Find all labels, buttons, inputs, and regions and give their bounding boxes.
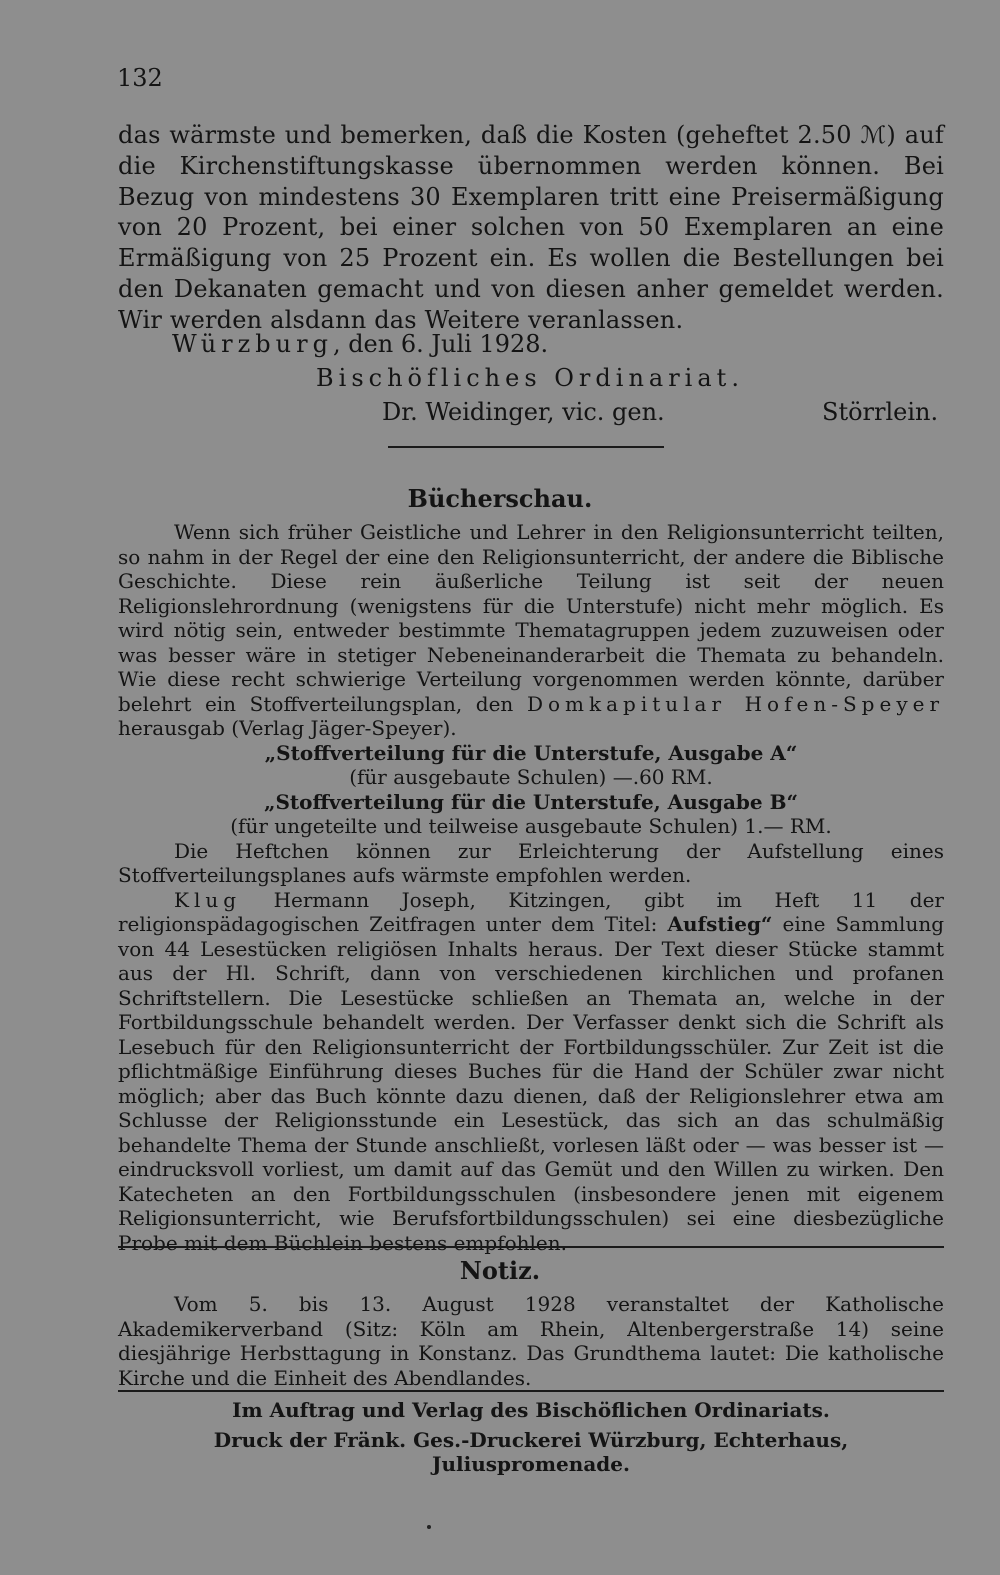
publication-title-b: „Stoffverteilung für die Unterstufe, Ausgabe B“ — [263, 789, 799, 814]
signatory-right: Störrlein. — [822, 398, 939, 426]
review-p1-author: Domkapitular Hofen-Speyer — [526, 691, 945, 716]
publication-title-a: „Stoffverteilung für die Unterstufe, Ausgabe A“ — [264, 740, 798, 765]
publication-detail-b: (für ungeteilte und teilweise ausgebaute Schulen) 1.— RM. — [230, 814, 832, 838]
section-rule — [118, 1246, 944, 1248]
book-review-body — [118, 520, 944, 1255]
review-p3-title: Aufstieg“ — [667, 912, 773, 936]
place-date — [172, 330, 548, 358]
review-paragraph-3 — [118, 888, 944, 1256]
separator-rule — [388, 446, 664, 448]
publication-detail-a: (für ausgebaute Schulen) —.60 RM. — [349, 765, 713, 789]
signatory-left: Dr. Weidinger, vic. gen. — [382, 398, 665, 426]
notice-heading: Notiz. — [459, 1256, 541, 1285]
decree-text — [118, 120, 944, 336]
review-p1-text: Wenn sich früher Geistliche und Lehrer in den Religionsunterricht teilten, so nahm in der Regel der eine den Religionsunterricht, der andere die Biblische Geschichte. Diese rein äußerliche Teilung ist seit der neuen Religionslehrordnung (wenigstens für die Unterstufe) nicht mehr möglich. Es wird nötig sein, entweder bestimmte Thematagruppen jedem zuzuweisen oder was besser wäre in stetiger Nebeneinanderarbeit die Themata zu behandeln. Wie diese recht schwierige Verteilung vorgenommen werden könnte, darüber belehrt ein Stoffverteilungsplan, den — [118, 520, 944, 716]
review-p3-author: Klug — [174, 887, 242, 912]
place: Würzburg — [172, 330, 333, 358]
date: , den 6. Juli 1928. — [332, 330, 549, 358]
notice-text: Vom 5. bis 13. August 1928 veranstaltet der Katholische Akademikerverband (Sitz: Köln am Rhein, Altenbergerstraße 14) seine diesjährige Herbsttagung in Konstanz. Das Grundthema lautet: Die katholische Kirche und die Einheit des Abendlandes. — [118, 1292, 944, 1390]
authority: Bischöfliches Ordinariat. — [316, 364, 744, 392]
review-paragraph-2: Die Heftchen können zur Erleichterung der Aufstellung eines Stoffverteilungsplanes aufs wärmste empfohlen werden. — [118, 838, 944, 887]
page-number: 132 — [117, 64, 163, 92]
decree-paragraph: das wärmste und bemerken, daß die Kosten (geheftet 2.50 ℳ) auf die Kirchenstiftungskasse übernommen werden können. Bei Bezug von mindestens 30 Exemplaren tritt eine Preisermäßigung von 20 Prozent, bei einer solchen von 50 Exemplaren an eine Ermäßigung von 25 Prozent ein. Es wollen die Bestellungen bei den Dekanaten gemacht und von diesen anher gemeldet werden. Wir werden alsdann das Weitere veranlassen. — [118, 121, 944, 334]
review-p3-before: Hermann Joseph, Kitzingen, gibt im Heft 11 der religionspädagogischen Zeitfragen unter dem Titel: — [118, 887, 944, 936]
notice-body — [118, 1292, 944, 1390]
scan-speck — [427, 1525, 431, 1529]
review-p3-after: eine Sammlung von 44 Lesestücken religiösen Inhalts heraus. Der Text dieser Stücke stammt aus der Hl. Schrift, dann von verschiedenen kirchlichen und profanen Schriftstellern. Die Lesestücke schließen an Themata an, welche in der Fortbildungsschule behandelt werden. Der Verfasser denkt sich die Schrift als Lesebuch für den Religionsunterricht der Fortbildungsschüler. Zur Zeit ist die pflichtmäßige Einführung dieses Buches für die Hand der Schüler zwar nicht möglich; aber das Buch könnte dazu dienen, daß der Religionslehrer etwa am Schlusse der Religionsstunde ein Lesestück, das sich an das schulmäßig behandelte Thema der Stunde anschließt, vorlesen läßt oder — was besser ist — eindrucksvoll vorliest, um damit auf das Gemüt und den Willen zu wirken. Den Katecheten an den Fortbildungsschulen (insbesondere jenen mit eigenem Religionsunterricht, wie Berufsfortbildungsschulen) sei eine diesbezügliche Probe mit dem Büchlein bestens empfohlen. — [118, 912, 945, 1255]
footer-rule — [118, 1390, 944, 1392]
review-p1-end: herausgab (Verlag Jäger-Speyer). — [118, 716, 457, 740]
footer-line-1: Im Auftrag und Verlag des Bischöflichen Ordinariats. — [232, 1398, 830, 1422]
footer-line-2: Druck der Fränk. Ges.-Druckerei Würzburg, Echterhaus, Juliuspromenade. — [213, 1428, 849, 1476]
book-review-heading: Bücherschau. — [407, 484, 593, 513]
review-paragraph-1 — [118, 520, 944, 741]
